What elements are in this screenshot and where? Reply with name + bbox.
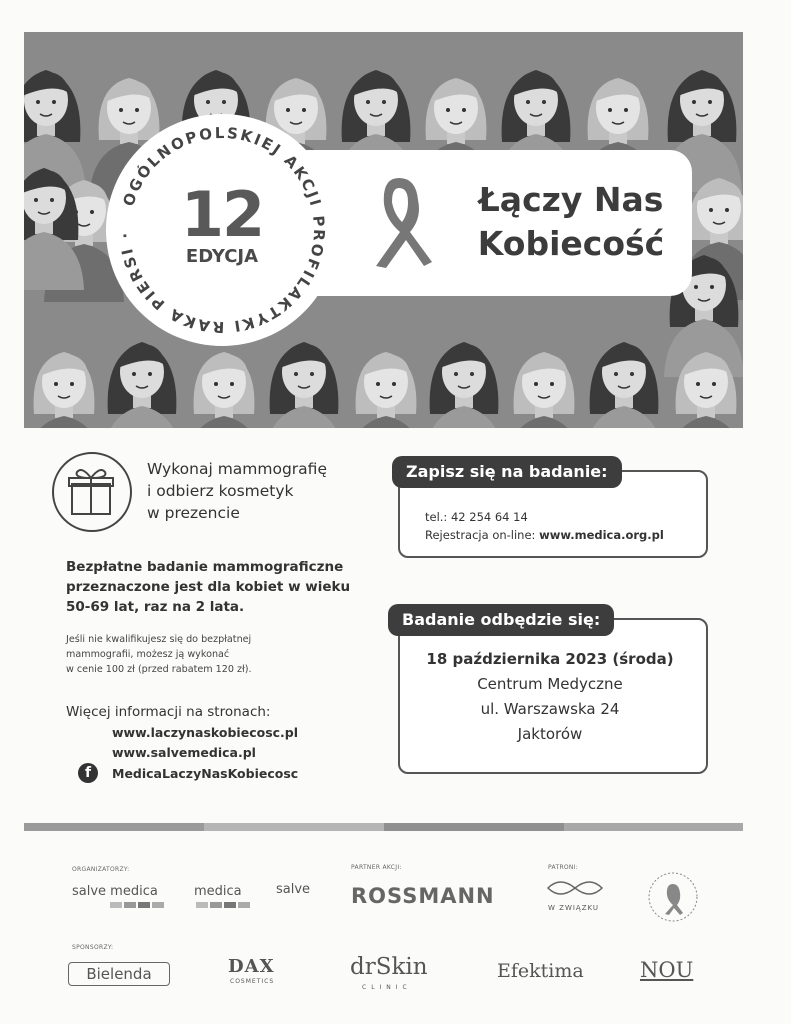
title-card <box>286 150 692 296</box>
patron-ribbon-badge-icon <box>646 870 700 924</box>
gift-badge <box>52 452 132 532</box>
gift-line-2: i odbierz kosmetyk <box>147 482 294 500</box>
free-line-2: przeznaczone jest dla kobiet w wieku <box>66 579 351 595</box>
awareness-ribbon-icon <box>364 170 434 270</box>
gift-line-3: w prezencie <box>147 504 240 522</box>
edition-label: EDYCJA <box>185 246 259 267</box>
free-line-1: Bezpłatne badanie mammograficzne <box>66 559 344 575</box>
exam-details-box <box>398 618 708 774</box>
registration-url-link[interactable]: www.medica.org.pl <box>539 528 664 542</box>
facebook-page-link[interactable]: MedicaLaczyNasKobiecosc <box>112 766 299 781</box>
medica-logo: medica <box>194 884 242 899</box>
campaign-title <box>461 178 681 266</box>
paid-line-3: w cenie 100 zł (przed rabatem 120 zł). <box>66 664 252 675</box>
drskin-logo: drSkin <box>350 954 428 980</box>
nou-logo: NOU <box>640 958 694 982</box>
badge-arc-text: OGÓLNOPOLSKIEJ AKCJI PROFILAKTYKI RAKA PIERSI · <box>115 123 329 337</box>
free-exam-info <box>66 557 366 617</box>
gift-icon <box>68 466 114 516</box>
title-line-1: Łączy Nas <box>478 180 664 219</box>
exam-city: Jaktorów <box>517 725 583 743</box>
phone-number[interactable]: tel.: 42 254 64 14 <box>425 510 528 524</box>
partner-label: PARTNER AKCJI: <box>351 864 402 871</box>
dax-logo-sub: COSMETICS <box>230 978 275 985</box>
w-zwiazku-logo: W ZWIĄZKU <box>548 904 600 912</box>
paid-line-1: Jeśli nie kwalifikujesz się do bezpłatnej <box>66 634 252 645</box>
signup-heading: Zapisz się na badanie: <box>392 456 622 488</box>
campaign-website-link[interactable]: www.laczynaskobiecosc.pl <box>112 725 299 740</box>
salvemedica-website-link[interactable]: www.salvemedica.pl <box>112 745 256 760</box>
title-line-2: Kobiecość <box>477 224 665 263</box>
rossmann-logo: ROSSMANN <box>351 884 495 908</box>
drskin-logo-sub: CLINIC <box>362 984 412 991</box>
bielenda-logo: Bielenda <box>68 962 170 986</box>
dax-logo: DAX <box>228 956 275 977</box>
edition-number: 12 <box>180 178 264 251</box>
online-registration <box>425 528 664 542</box>
hero-banner <box>24 32 743 428</box>
gift-offer <box>147 458 377 524</box>
exam-street: ul. Warszawska 24 <box>480 700 620 718</box>
online-registration-label: Rejestracja on-line: <box>425 528 536 542</box>
organizers-label: ORGANIZATORZY: <box>72 866 130 873</box>
more-info-heading: Więcej informacji na stronach: <box>66 704 271 720</box>
salve-logo: salve <box>276 882 311 897</box>
exam-date: 18 października 2023 (środa) <box>426 650 674 668</box>
sponsors-label: SPONSORZY: <box>72 944 114 951</box>
salve-medica-logo-bar <box>110 902 172 908</box>
edition-badge <box>106 114 338 346</box>
paid-exam-info <box>66 632 326 677</box>
medica-logo-bar <box>196 902 258 908</box>
divider-stripe <box>24 823 743 831</box>
exam-place: Centrum Medyczne <box>477 675 623 693</box>
efektima-logo: Efektima <box>497 960 584 982</box>
salve-medica-logo: salve medica <box>72 884 158 899</box>
patrons-label: PATRONI: <box>548 864 579 871</box>
exam-heading: Badanie odbędzie się: <box>388 604 614 636</box>
facebook-icon[interactable]: f <box>78 763 98 783</box>
paid-line-2: mammografii, możesz ją wykonać <box>66 649 230 660</box>
gift-line-1: Wykonaj mammografię <box>147 460 327 478</box>
free-line-3: 50-69 lat, raz na 2 lata. <box>66 599 245 615</box>
